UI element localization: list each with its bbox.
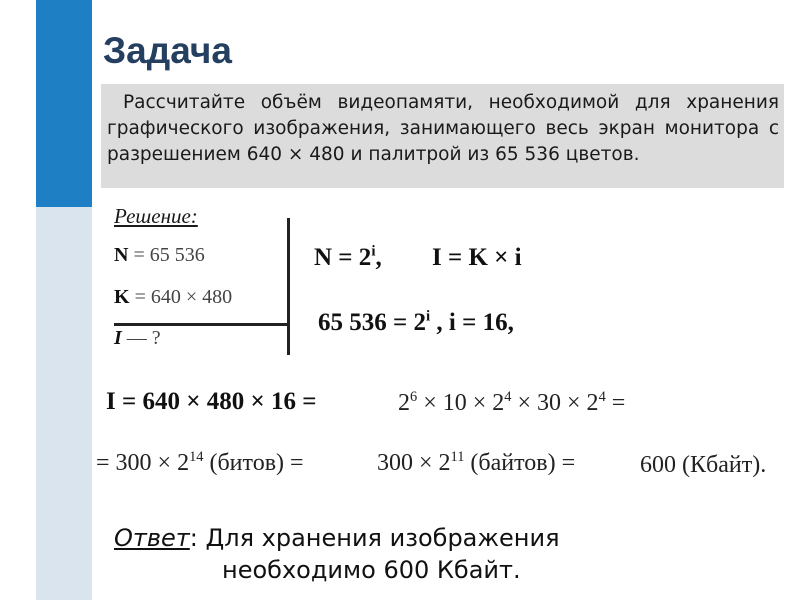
given-n-var: N [114,244,129,266]
given-k-var: K [114,286,130,308]
divider-vertical [287,218,290,355]
answer-line2: необходимо 600 Кбайт. [222,556,521,584]
answer: Ответ: Для хранения изображения необходимо 600 Кбайт. [114,524,560,584]
calc-volume-left: I = 640 × 480 × 16 = [106,388,317,415]
given-k [114,286,232,309]
slide-title: Задача [103,30,232,71]
calc-bits: = $300 \times 2^{14}$ (битов) = [96,449,304,476]
divider-horizontal [114,323,288,326]
calc-powers: $2^6 \times 10 \times 2^4 \times 30 \times 2^4$ = [398,389,626,416]
accent-bar-top [36,0,92,207]
task-text: Рассчитайте объём видеопамяти, необходимой для хранения графического изображения, занимающего весь экран монитора с разрешением 640 × 480 и палитрой из 65 536 цветов. [107,92,779,165]
answer-label: Ответ [114,524,190,552]
formula-n-power: $N = 2^i$, [314,243,382,271]
formula-solve-i: 65 $536 = 2^i$ , i = 16, [318,308,514,336]
given-i-value: — ? [121,327,161,349]
calc-bytes: $300 \times 2^{11}$ (байтов) = [377,449,576,476]
given-n [114,244,205,267]
accent-bar-bottom [36,207,92,600]
solution-label: Решение: [114,204,198,228]
given-k-value: = 640 × 480 [129,286,233,308]
given-i-var: I [114,327,122,349]
calc-kbytes: 600 (Кбайт). [640,452,767,478]
formula-volume: I = K × i [432,244,522,271]
answer-line1: Для хранения изображения [197,524,560,552]
given-i [114,327,161,350]
given-n-value: = 65 536 [128,244,205,266]
